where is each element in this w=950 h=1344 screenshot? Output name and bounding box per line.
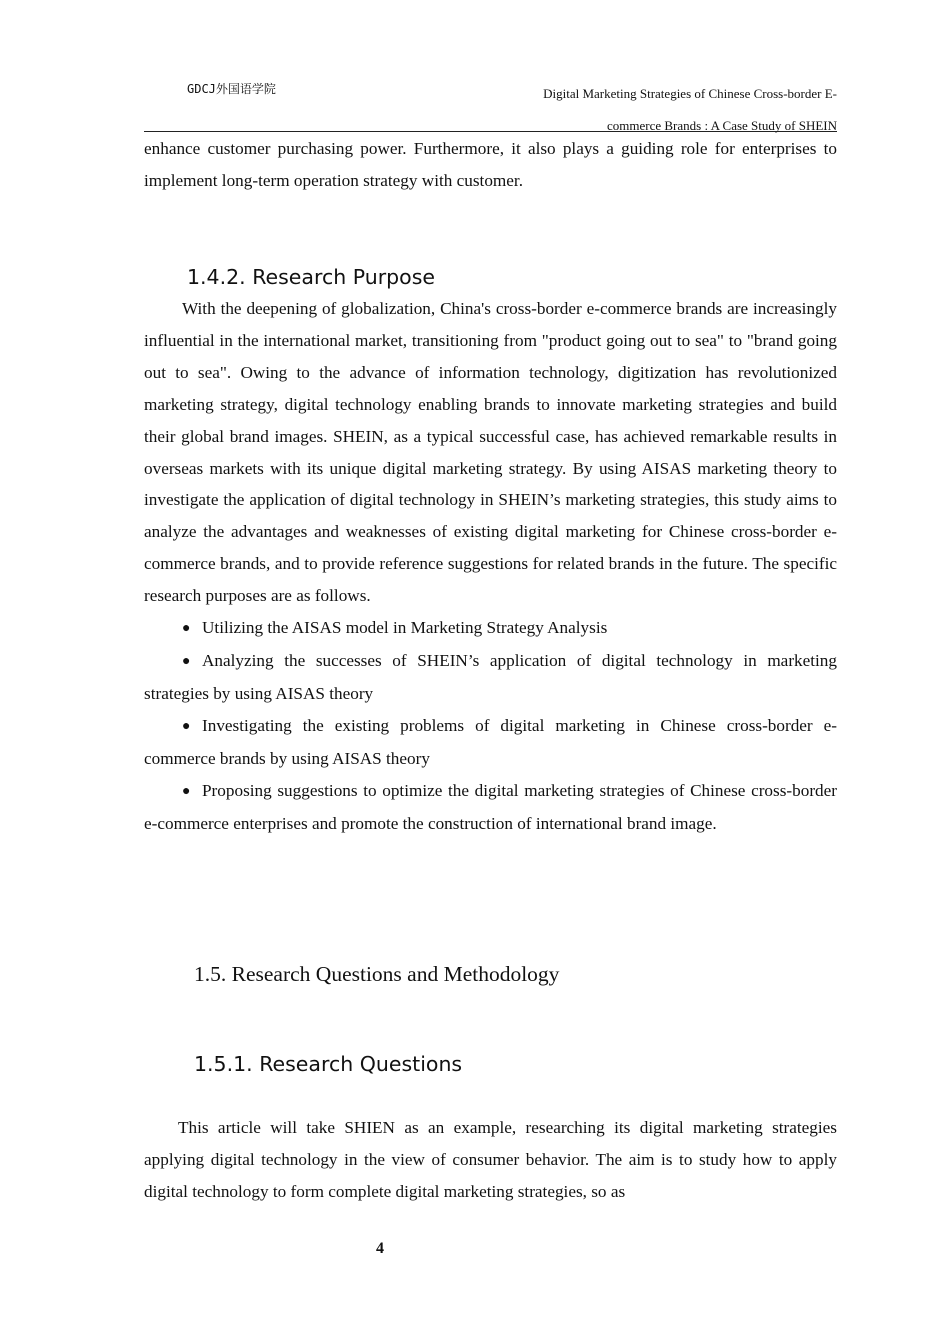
section-heading-1-4-2: 1.4.2. Research Purpose xyxy=(187,265,436,289)
list-item xyxy=(144,645,837,710)
bullet-icon: ● xyxy=(182,783,191,799)
continuation-paragraph-block xyxy=(144,133,837,197)
list-item xyxy=(144,710,837,775)
continuation-paragraph: enhance customer purchasing power. Furthermore, it also plays a guiding role for enterprises to implement long-term operation strategy with customer. xyxy=(144,139,837,190)
section-heading-1-5: 1.5. Research Questions and Methodology xyxy=(194,962,560,986)
running-header-right: Digital Marketing Strategies of Chinese Cross-border E-commerce Brands : A Case Study of SHEIN xyxy=(543,86,837,133)
research-questions-paragraph: This article will take SHIEN as an example, researching its digital marketing strategies applying digital technology in the view of consumer behavior. The aim is to study how to apply digital technology to form complete digital marketing strategies, so as xyxy=(144,1118,837,1201)
list-item-text: Analyzing the successes of SHEIN’s application of digital technology in marketing strategies by using AISAS theory xyxy=(144,650,837,703)
page-number: 4 xyxy=(376,1240,384,1257)
research-purpose-paragraph: With the deepening of globalization, China's cross-border e-commerce brands are increasingly influential in the international market, transitioning from "product going out to sea" to "brand going out to sea". Owing to the advance of information technology, digitization has revolutionized marketing strategy, digital technology enabling brands to innovate marketing strategies and build their global brand images. SHEIN, as a typical successful case, has achieved remarkable results in overseas markets with its unique digital marketing strategy. By using AISAS marketing theory to investigate the application of digital technology in SHEIN’s marketing strategies, this study aims to analyze the advantages and weaknesses of existing digital marketing for Chinese cross-border e-commerce brands, and to provide reference suggestions for related brands in the future. The specific research purposes are as follows. xyxy=(144,299,837,606)
bullet-icon: ● xyxy=(182,653,191,669)
list-item xyxy=(144,775,837,840)
list-item xyxy=(144,612,837,645)
running-header-left: GDCJ外国语学院 xyxy=(187,82,276,96)
research-questions-section xyxy=(144,1112,837,1208)
section-heading-1-5-1: 1.5.1. Research Questions xyxy=(194,1052,463,1076)
list-item-text: Proposing suggestions to optimize the digital marketing strategies of Chinese cross-border e-commerce enterprises and promote the construction of international brand image. xyxy=(144,780,837,833)
research-purpose-section xyxy=(144,293,837,839)
research-purpose-bullet-list xyxy=(144,612,837,839)
bullet-icon: ● xyxy=(182,718,191,734)
bullet-icon: ● xyxy=(182,621,191,637)
header-divider xyxy=(144,131,837,132)
list-item-text: Investigating the existing problems of digital marketing in Chinese cross-border e-commerce brands by using AISAS theory xyxy=(144,715,837,768)
list-item-text: Utilizing the AISAS model in Marketing Strategy Analysis xyxy=(202,618,608,638)
